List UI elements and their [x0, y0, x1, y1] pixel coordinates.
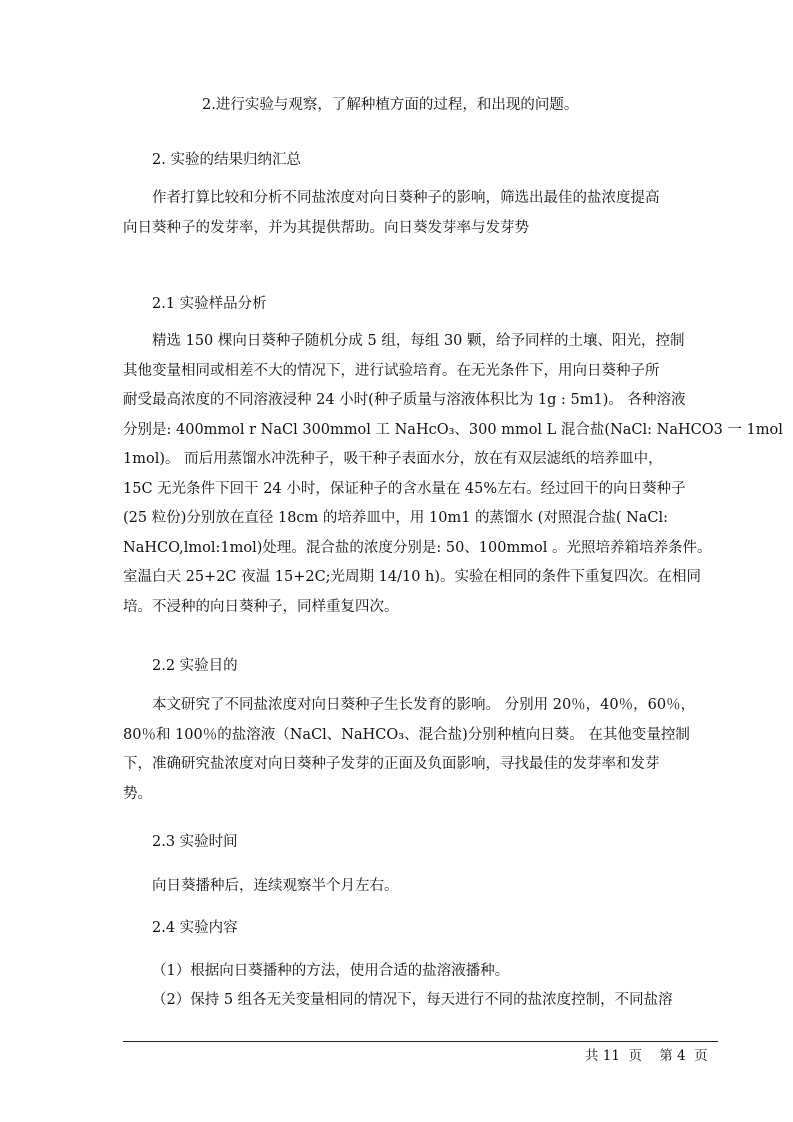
text-line: 80％和 100％的盐溶液（NaCl、NaHCO₃、混合盐)分别种植向日葵。 在其他变量控制 — [123, 726, 690, 743]
text-line: 其他变量相同或相差不大的情况下，进行试验培育。在无光条件下，用向日葵种子所 — [123, 362, 660, 379]
paragraph-summary — [123, 184, 718, 243]
text-line: NaHCO,lmol:1mol)处理。混合盐的浓度分别是: 50、100mmol 。光照培养箱培养条件。 — [123, 539, 712, 556]
text-line: 向日葵种子的发芽率，并为其提供帮助。向日葵发芽率与发芽势 — [123, 219, 529, 236]
text-line: 室温白天 25+2C 夜温 15+2C;光周期 14/10 h)。实验在相同的条件下重复四次。在相同 — [123, 569, 702, 585]
text-line: 势。 — [123, 785, 152, 802]
paragraph-2-3: 向日葵播种后，连续观察半个月左右。 — [152, 878, 399, 894]
page-number-footer: 共 11 页 第 4 页 — [585, 1048, 708, 1064]
text-line: 1mol)。 而后用蒸馏水冲洗种子，吸干种子表面水分，放在有双层滤纸的培养皿中， — [123, 451, 663, 467]
heading-2-1: 2.1 实验样品分析 — [152, 296, 267, 312]
heading-2-4: 2.4 实验内容 — [152, 920, 238, 936]
intro-item-2: 2.进行实验与观察，了解种植方面的过程，和出现的问题。 — [202, 97, 579, 113]
paragraph-2-1 — [123, 327, 783, 622]
text-line: 下，准确研究盐浓度对向日葵种子发芽的正面及负面影响，寻找最佳的发芽率和发芽 — [123, 756, 660, 772]
text-line: 本文研究了不同盐浓度对向日葵种子生长发育的影响。 分别用 20％，40％，60％， — [152, 697, 696, 713]
text-line: 15C 无光条件下回干 24 小时，保证种子的含水量在 45%左右。经过回干的向日葵种子 — [123, 480, 686, 497]
heading-2-3: 2.3 实验时间 — [152, 834, 238, 850]
text-line: 精选 150 棵向日葵种子随机分成 5 组，每组 30 颗，给予同样的土壤、阳光，控制 — [152, 333, 685, 349]
text-line: 分别是: 400mmol r NaCl 300mmol 工 NaHcO₃、300 mmol L 混合盐(NaCl: NaHCO3 一 1mol — [123, 421, 783, 438]
text-line: (25 粒份)分别放在直径 18cm 的培养皿中，用 10m1 的蒸馏水 (对照混合盐( NaCl: — [123, 510, 669, 526]
text-line: 培。不浸种的向日葵种子，同样重复四次。 — [123, 598, 399, 615]
list-item-2: （2）保持 5 组各无关变量相同的情况下，每天进行不同的盐浓度控制，不同盐溶 — [152, 992, 673, 1008]
list-item-1: （1）根据向日葵播种的方法，使用合适的盐溶液播种。 — [152, 963, 510, 979]
paragraph-2-2 — [123, 691, 718, 809]
text-line: 耐受最高浓度的不同溶液浸种 24 小时(种子质量与溶液体积比为 1g : 5m1)。 各种溶液 — [123, 392, 686, 408]
heading-2-2: 2.2 实验目的 — [152, 658, 238, 674]
heading-results-summary: 2. 实验的结果归纳汇总 — [152, 152, 301, 168]
footer-divider — [123, 1041, 718, 1042]
text-line: 作者打算比较和分析不同盐浓度对向日葵种子的影响，筛选出最佳的盐浓度提高 — [152, 190, 660, 206]
